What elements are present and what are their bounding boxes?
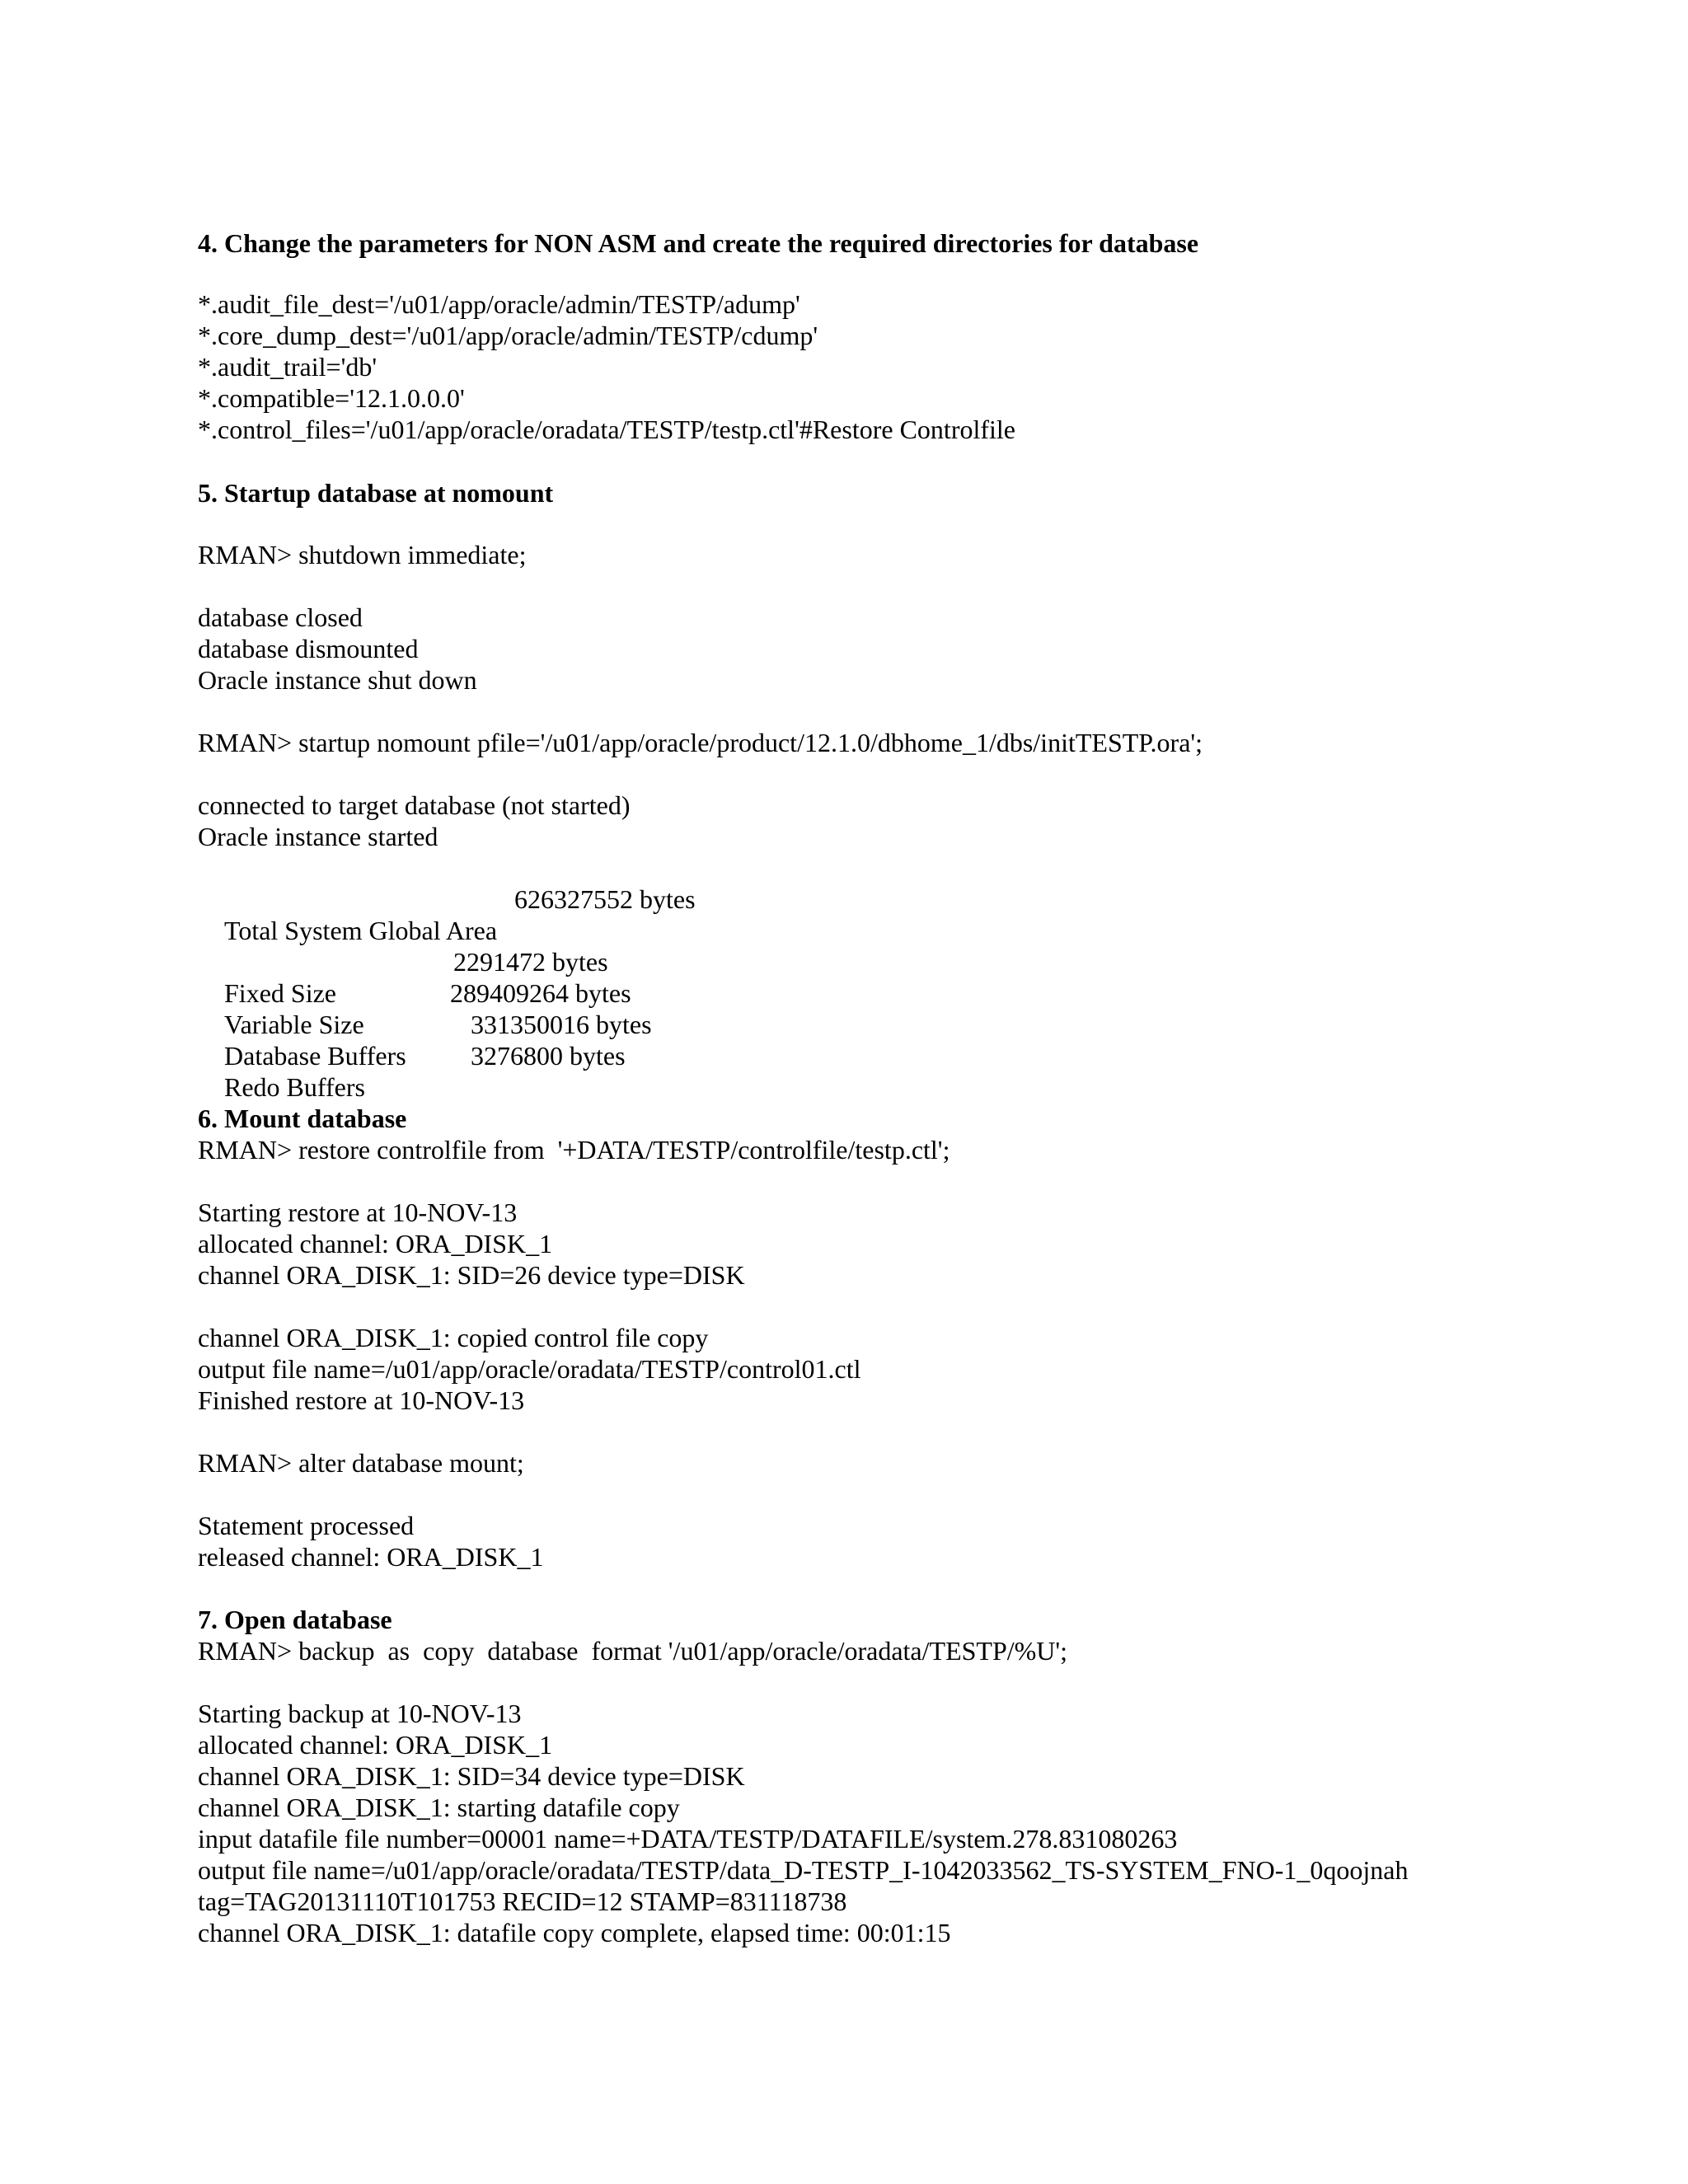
section-6-heading: 6. Mount database <box>198 1104 407 1133</box>
output-line: Oracle instance shut down <box>198 665 477 695</box>
output-line: Statement processed <box>198 1511 415 1540</box>
output-line: output file name=/u01/app/oracle/oradata/TESTP/data_D-TESTP_I-1042033562_TS-SYSTEM_FNO-1_0qoojnah <box>198 1855 1409 1885</box>
size-label: Database Buffers <box>224 1041 406 1071</box>
output-line: Starting backup at 10-NOV-13 <box>198 1699 522 1728</box>
output-line: Starting restore at 10-NOV-13 <box>198 1197 518 1227</box>
rman-command: RMAN> shutdown immediate; <box>198 540 527 569</box>
sga-value: 626327552 bytes <box>514 884 696 914</box>
size-label: Variable Size <box>224 1010 364 1039</box>
output-line: channel ORA_DISK_1: starting datafile copy <box>198 1793 680 1822</box>
output-line: Finished restore at 10-NOV-13 <box>198 1385 525 1415</box>
output-line: Oracle instance started <box>198 822 438 851</box>
rman-command: RMAN> restore controlfile from '+DATA/TESTP/controlfile/testp.ctl'; <box>198 1135 950 1165</box>
output-line: channel ORA_DISK_1: SID=34 device type=DISK <box>198 1761 745 1791</box>
param-line: *.audit_trail='db' <box>198 352 377 382</box>
output-line: channel ORA_DISK_1: datafile copy complete, elapsed time: 00:01:15 <box>198 1918 951 1947</box>
size-label: Fixed Size <box>224 978 336 1008</box>
size-value: 289409264 bytes <box>450 978 631 1008</box>
param-line: *.control_files='/u01/app/oracle/oradata/TESTP/testp.ctl'#Restore Controlfile <box>198 415 1015 444</box>
size-value: 3276800 bytes <box>471 1041 626 1071</box>
output-line: channel ORA_DISK_1: SID=26 device type=DISK <box>198 1260 745 1290</box>
sga-label: Total System Global Area <box>224 916 498 945</box>
output-line: connected to target database (not started) <box>198 790 631 820</box>
size-label: Redo Buffers <box>224 1072 365 1102</box>
output-line: database dismounted <box>198 634 419 663</box>
output-line: channel ORA_DISK_1: copied control file copy <box>198 1323 709 1352</box>
output-line: tag=TAG20131110T101753 RECID=12 STAMP=831118738 <box>198 1886 847 1916</box>
rman-command: RMAN> backup as copy database format '/u01/app/oracle/oradata/TESTP/%U'; <box>198 1636 1068 1666</box>
param-line: *.compatible='12.1.0.0.0' <box>198 383 465 413</box>
output-line: allocated channel: ORA_DISK_1 <box>198 1229 553 1258</box>
size-value: 331350016 bytes <box>471 1010 652 1039</box>
output-line: input datafile file number=00001 name=+DATA/TESTP/DATAFILE/system.278.831080263 <box>198 1824 1178 1854</box>
output-line: database closed <box>198 602 363 632</box>
output-line: output file name=/u01/app/oracle/oradata/TESTP/control01.ctl <box>198 1354 861 1384</box>
output-line: released channel: ORA_DISK_1 <box>198 1542 544 1572</box>
section-4-heading: 4. Change the parameters for NON ASM and create the required directories for database <box>198 228 1199 258</box>
param-line: *.audit_file_dest='/u01/app/oracle/admin/TESTP/adump' <box>198 289 800 319</box>
size-value: 2291472 bytes <box>453 947 608 977</box>
output-line: allocated channel: ORA_DISK_1 <box>198 1730 553 1760</box>
section-7-heading: 7. Open database <box>198 1605 392 1634</box>
param-line: *.core_dump_dest='/u01/app/oracle/admin/TESTP/cdump' <box>198 321 818 350</box>
rman-command: RMAN> alter database mount; <box>198 1448 524 1478</box>
rman-command: RMAN> startup nomount pfile='/u01/app/oracle/product/12.1.0/dbhome_1/dbs/initTESTP.ora'; <box>198 728 1203 757</box>
section-5-heading: 5. Startup database at nomount <box>198 478 554 508</box>
